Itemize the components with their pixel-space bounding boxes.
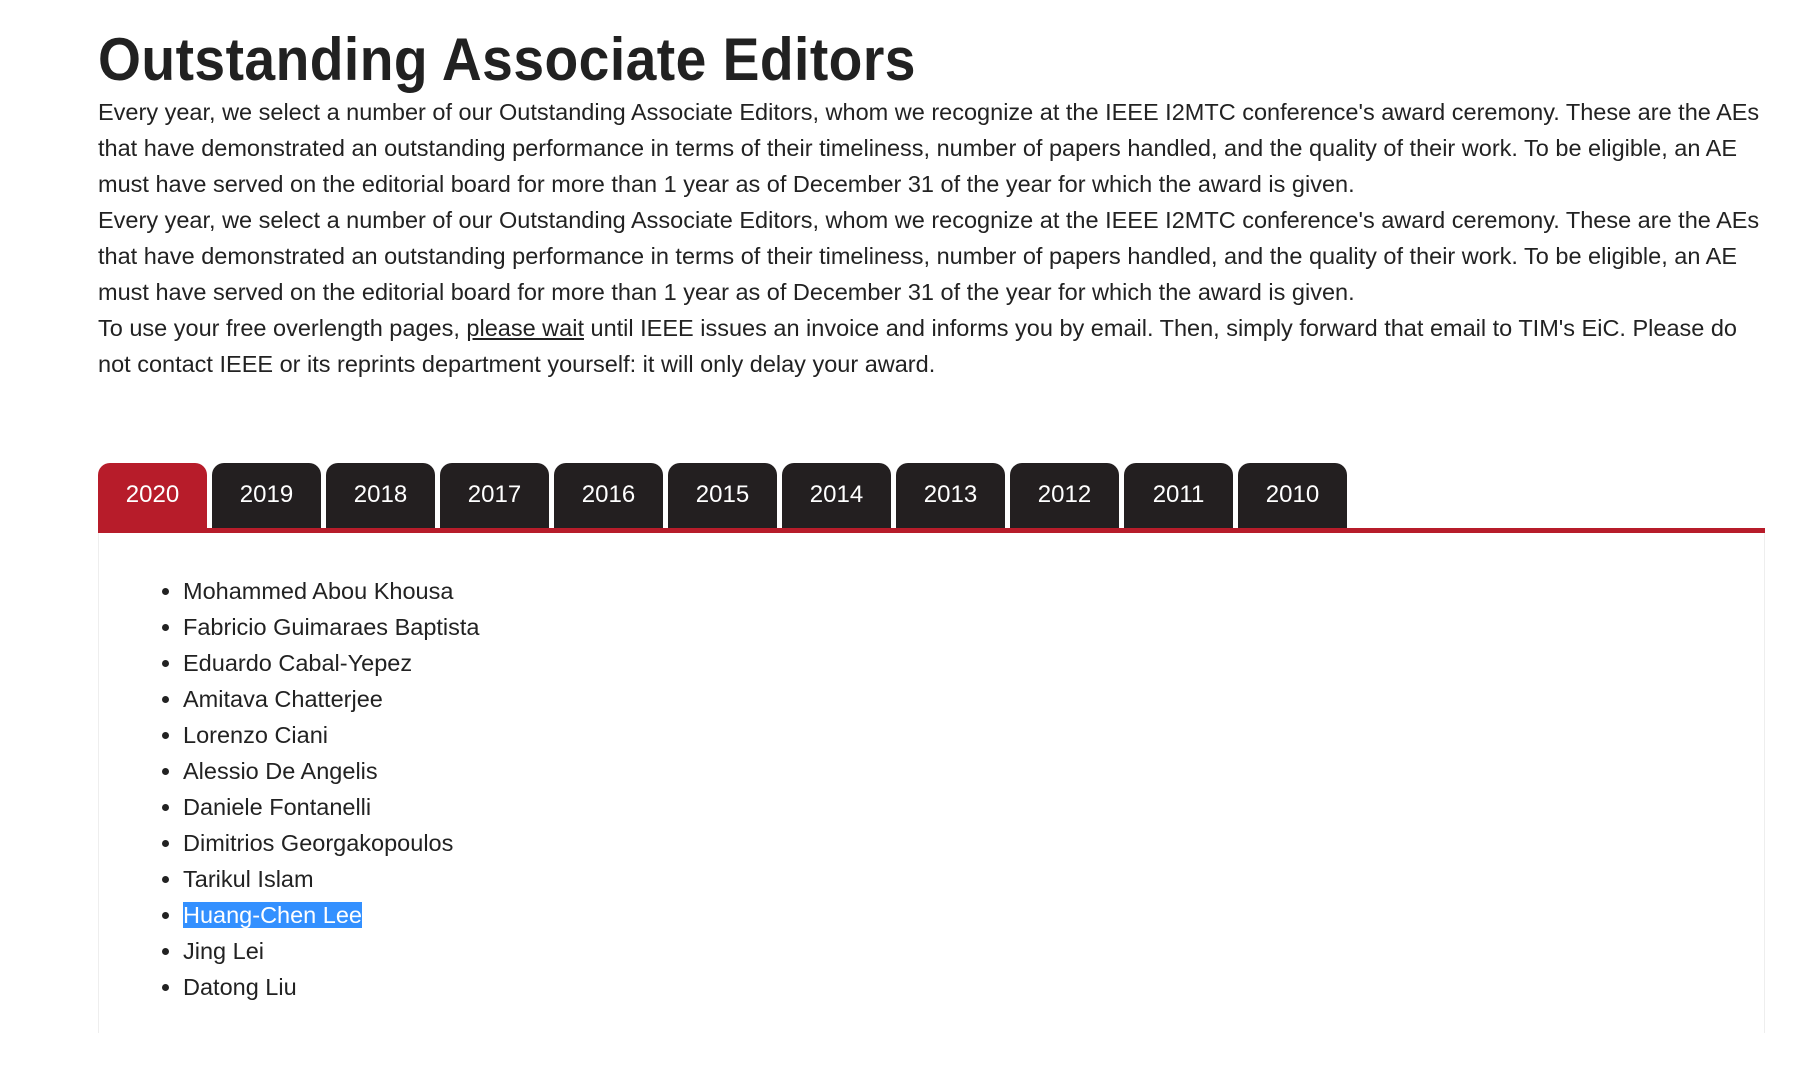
editor-list (99, 573, 1764, 1005)
tab-2014[interactable]: 2014 (782, 463, 891, 528)
list-item (183, 609, 1764, 645)
tab-2012[interactable]: 2012 (1010, 463, 1119, 528)
list-item (183, 753, 1764, 789)
tab-2019[interactable]: 2019 (212, 463, 321, 528)
tab-2010[interactable]: 2010 (1238, 463, 1347, 528)
list-item (183, 681, 1764, 717)
tab-2020[interactable]: 2020 (98, 463, 207, 528)
tab-panel-2020 (98, 533, 1765, 1033)
tab-2015[interactable]: 2015 (668, 463, 777, 528)
overlength-paragraph (98, 310, 1765, 382)
editor-name-selected: Huang-Chen Lee (183, 902, 362, 928)
tab-2013[interactable]: 2013 (896, 463, 1005, 528)
intro-paragraph-2: Every year, we select a number of our Outstanding Associate Editors, whom we recognize at the IEEE I2MTC conference's award ceremony. These are the AEs that have demonstrated an outstanding performance in terms of their timeliness, number of papers handled, and the quality of their work. To be eligible, an AE must have served on the editorial board for more than 1 year as of December 31 of the year for which the award is given. (98, 207, 1760, 305)
list-item (183, 969, 1764, 1005)
please-wait-link[interactable]: please wait (466, 315, 584, 341)
list-item (183, 825, 1764, 861)
editor-name: Amitava Chatterjee (183, 686, 383, 712)
tab-2018[interactable]: 2018 (326, 463, 435, 528)
editor-name: Fabricio Guimaraes Baptista (183, 614, 480, 640)
editor-name: Jing Lei (183, 938, 264, 964)
editor-name: Tarikul Islam (183, 866, 314, 892)
list-item (183, 717, 1764, 753)
tab-2011[interactable]: 2011 (1124, 463, 1233, 528)
editor-name: Mohammed Abou Khousa (183, 578, 454, 604)
list-item (183, 573, 1764, 609)
tab-2017[interactable]: 2017 (440, 463, 549, 528)
editor-name: Eduardo Cabal-Yepez (183, 650, 413, 676)
editor-name: Alessio De Angelis (183, 758, 378, 784)
page-content (98, 0, 1765, 1033)
overlength-text-after: until IEEE issues an invoice and informs you by email. Then, simply forward that email to TIM's EiC. Please do not contact IEEE or its reprints department yourself: it will only delay your award. (98, 315, 1737, 377)
intro-paragraph-1: Every year, we select a number of our Outstanding Associate Editors, whom we recognize at the IEEE I2MTC conference's award ceremony. These are the AEs that have demonstrated an outstanding performance in terms of their timeliness, number of papers handled, and the quality of their work. To be eligible, an AE must have served on the editorial board for more than 1 year as of December 31 of the year for which the award is given. (98, 99, 1760, 197)
list-item (183, 645, 1764, 681)
tab-2016[interactable]: 2016 (554, 463, 663, 528)
list-item (183, 933, 1764, 969)
editor-name: Datong Liu (183, 974, 297, 1000)
editor-name: Daniele Fontanelli (183, 794, 372, 820)
list-item (183, 861, 1764, 897)
list-item (183, 897, 1764, 933)
year-tabs (98, 458, 1765, 533)
editor-name: Lorenzo Ciani (183, 722, 329, 748)
list-item (183, 789, 1764, 825)
editor-name: Dimitrios Georgakopoulos (183, 830, 454, 856)
overlength-text-before: To use your free overlength pages, (98, 315, 467, 341)
page-title: Outstanding Associate Editors (98, 26, 916, 93)
